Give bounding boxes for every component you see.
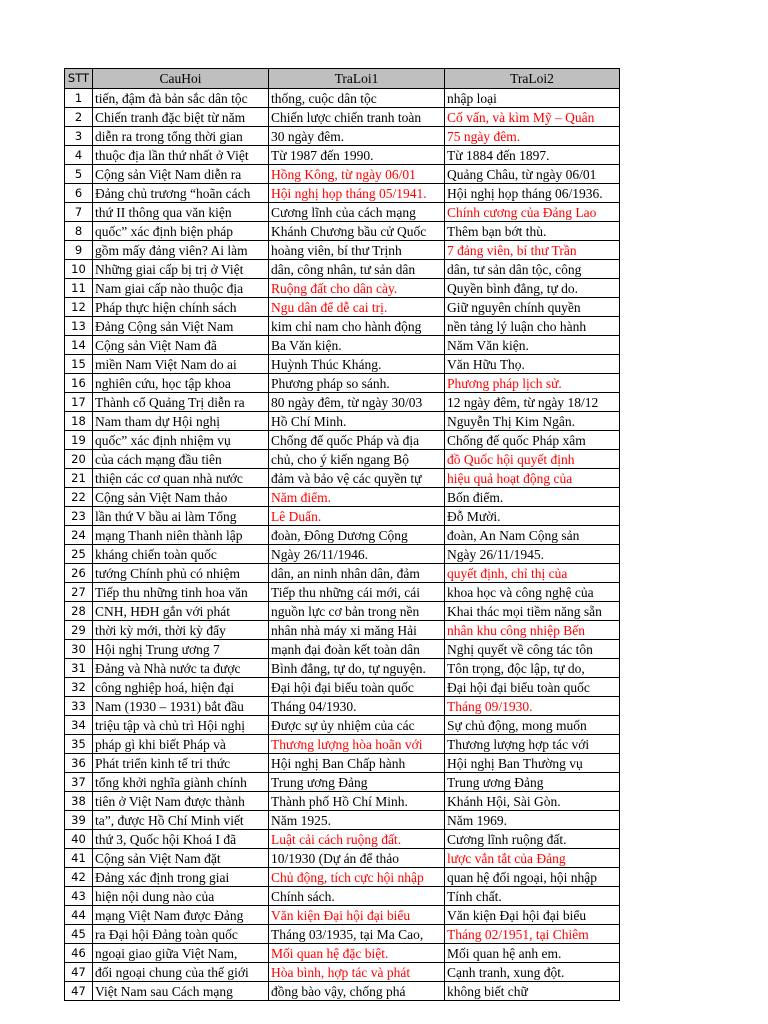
header-traloi2[interactable]: TraLoi2 (445, 69, 620, 89)
answer1-cell[interactable]: Trung ương Đảng (269, 773, 445, 792)
row-number-cell[interactable]: 11 (65, 279, 93, 298)
question-cell[interactable]: Phát triển kinh tế tri thức (93, 754, 269, 773)
table-row (65, 374, 620, 393)
answer2-cell[interactable]: Thêm bạn bớt thù. (445, 222, 620, 241)
question-cell[interactable]: của cách mạng đầu tiên (93, 450, 269, 469)
table-row (65, 450, 620, 469)
question-cell[interactable]: đối ngoại chung của thế giới (93, 963, 269, 982)
table-row (65, 887, 620, 906)
question-cell[interactable]: tiến, đậm đà bản sắc dân tộc (93, 89, 269, 108)
table-row (65, 488, 620, 507)
question-cell[interactable]: mạng Việt Nam được Đảng (93, 906, 269, 925)
answer2-cell[interactable]: hiệu quả hoạt động của (445, 469, 620, 488)
row-number-cell[interactable]: 23 (65, 507, 93, 526)
answer1-cell[interactable]: Văn kiện Đại hội đại biểu (269, 906, 445, 925)
row-number-cell[interactable]: 37 (65, 773, 93, 792)
question-cell[interactable]: quốc” xác định biện pháp (93, 222, 269, 241)
question-cell[interactable]: Những giai cấp bị trị ở Việt (93, 260, 269, 279)
answer1-cell[interactable]: 10/1930 (Dự án để thảo (269, 849, 445, 868)
table-row (65, 602, 620, 621)
question-cell[interactable]: thiện các cơ quan nhà nước (93, 469, 269, 488)
table-row (65, 849, 620, 868)
table-row (65, 621, 620, 640)
row-number-cell[interactable]: 25 (65, 545, 93, 564)
question-cell[interactable]: tổng khởi nghĩa giành chính (93, 773, 269, 792)
row-number-cell[interactable]: 13 (65, 317, 93, 336)
answer1-cell[interactable]: chủ, cho ý kiến ngang Bộ (269, 450, 445, 469)
question-cell[interactable]: hiện nội dung nào của (93, 887, 269, 906)
row-number-cell[interactable]: 20 (65, 450, 93, 469)
row-number-cell[interactable]: 39 (65, 811, 93, 830)
answer1-cell[interactable]: Đại hội đại biểu toàn quốc (269, 678, 445, 697)
answer1-cell[interactable]: kim chỉ nam cho hành động (269, 317, 445, 336)
row-number-cell[interactable]: 41 (65, 849, 93, 868)
question-cell[interactable]: CNH, HĐH gắn với phát (93, 602, 269, 621)
answer1-cell[interactable]: Hòa bình, hợp tác và phát (269, 963, 445, 982)
row-number-cell[interactable]: 8 (65, 222, 93, 241)
row-number-cell[interactable]: 5 (65, 165, 93, 184)
question-cell[interactable]: tướng Chính phủ có nhiệm (93, 564, 269, 583)
row-number-cell[interactable]: 22 (65, 488, 93, 507)
table-row (65, 735, 620, 754)
answer2-cell[interactable]: Cố vấn, và kìm Mỹ – Quân (445, 108, 620, 127)
answer2-cell[interactable]: Năm Văn kiện. (445, 336, 620, 355)
question-cell[interactable]: ta”, được Hồ Chí Minh viết (93, 811, 269, 830)
answer1-cell[interactable]: mạnh đại đoàn kết toàn dân (269, 640, 445, 659)
question-cell[interactable]: kháng chiến toàn quốc (93, 545, 269, 564)
answer1-cell[interactable]: hoàng viên, bí thư Trịnh (269, 241, 445, 260)
answer1-cell[interactable]: dân, an ninh nhân dân, đảm (269, 564, 445, 583)
table-row (65, 393, 620, 412)
row-number-cell[interactable]: 28 (65, 602, 93, 621)
answer1-cell[interactable]: Hội nghị họp tháng 05/1941. (269, 184, 445, 203)
question-cell[interactable]: miền Nam Việt Nam do ai (93, 355, 269, 374)
answer1-cell[interactable]: đoàn, Đông Dương Cộng (269, 526, 445, 545)
table-row (65, 203, 620, 222)
table-row (65, 279, 620, 298)
table-row (65, 146, 620, 165)
table-row (65, 526, 620, 545)
answer1-cell[interactable]: Cương lĩnh của cách mạng (269, 203, 445, 222)
question-cell[interactable]: Cộng sản Việt Nam đặt (93, 849, 269, 868)
question-cell[interactable]: thứ 3, Quốc hội Khoá I đã (93, 830, 269, 849)
table-row (65, 545, 620, 564)
answer2-cell[interactable]: Quảng Châu, từ ngày 06/01 (445, 165, 620, 184)
table-row (65, 868, 620, 887)
row-number-cell[interactable]: 19 (65, 431, 93, 450)
table-row (65, 184, 620, 203)
answer1-cell[interactable]: dân, công nhân, tư sản dân (269, 260, 445, 279)
table-row (65, 241, 620, 260)
question-cell[interactable]: diễn ra trong tổng thời gian (93, 127, 269, 146)
row-number-cell[interactable]: 2 (65, 108, 93, 127)
answer1-cell[interactable]: Thương lượng hòa hoãn với (269, 735, 445, 754)
question-cell[interactable]: Đảng xác định trong giai (93, 868, 269, 887)
question-cell[interactable]: ngoại giao giữa Việt Nam, (93, 944, 269, 963)
row-number-cell[interactable]: 12 (65, 298, 93, 317)
question-cell[interactable]: Đảng chủ trương “hoãn cách (93, 184, 269, 203)
row-number-cell[interactable]: 14 (65, 336, 93, 355)
answer2-cell[interactable]: Năm 1969. (445, 811, 620, 830)
answer2-cell[interactable]: Quyền bình đẳng, tự do. (445, 279, 620, 298)
answer1-cell[interactable]: Huỳnh Thúc Kháng. (269, 355, 445, 374)
answer1-cell[interactable]: Năm 1925. (269, 811, 445, 830)
answer2-cell[interactable]: Văn kiện Đại hội đại biểu (445, 906, 620, 925)
answer2-cell[interactable]: lược vắn tắt của Đảng (445, 849, 620, 868)
question-cell[interactable]: Cộng sản Việt Nam diễn ra (93, 165, 269, 184)
answer2-cell[interactable]: Hội nghị Ban Thường vụ (445, 754, 620, 773)
question-cell[interactable]: tiên ở Việt Nam được thành (93, 792, 269, 811)
table-row (65, 906, 620, 925)
table-row (65, 412, 620, 431)
answer1-cell[interactable]: Luật cải cách ruộng đất. (269, 830, 445, 849)
table-row (65, 583, 620, 602)
row-number-cell[interactable]: 35 (65, 735, 93, 754)
table-row (65, 963, 620, 982)
row-number-cell[interactable]: 21 (65, 469, 93, 488)
table-row (65, 165, 620, 184)
answer1-cell[interactable]: đảm và bảo vệ các quyền tự (269, 469, 445, 488)
answer1-cell[interactable]: Ruộng đất cho dân cày. (269, 279, 445, 298)
answer2-cell[interactable]: Hội nghị họp tháng 06/1936. (445, 184, 620, 203)
answer1-cell[interactable]: nguồn lực cơ bản trong nền (269, 602, 445, 621)
answer2-cell[interactable]: Bốn điểm. (445, 488, 620, 507)
question-cell[interactable]: ra Đại hội Đảng toàn quốc (93, 925, 269, 944)
table-row (65, 716, 620, 735)
answer2-cell[interactable]: Đại hội đại biểu toàn quốc (445, 678, 620, 697)
table-row (65, 127, 620, 146)
question-cell[interactable]: Tiếp thu những tinh hoa văn (93, 583, 269, 602)
answer2-cell[interactable]: Cương lĩnh ruộng đất. (445, 830, 620, 849)
answer2-cell[interactable]: Chống đế quốc Pháp xâm (445, 431, 620, 450)
table-row (65, 697, 620, 716)
row-number-cell[interactable]: 34 (65, 716, 93, 735)
question-cell[interactable]: Đảng Cộng sản Việt Nam (93, 317, 269, 336)
row-number-cell[interactable]: 4 (65, 146, 93, 165)
answer2-cell[interactable]: Tính chất. (445, 887, 620, 906)
answer2-cell[interactable]: đồ Quốc hội quyết định (445, 450, 620, 469)
table-row (65, 108, 620, 127)
table-row (65, 298, 620, 317)
question-cell[interactable]: Pháp thực hiện chính sách (93, 298, 269, 317)
answer1-cell[interactable]: Tháng 04/1930. (269, 697, 445, 716)
question-cell[interactable]: triệu tập và chủ trì Hội nghị (93, 716, 269, 735)
table-row (65, 507, 620, 526)
answer1-cell[interactable]: Năm điểm. (269, 488, 445, 507)
table-row (65, 355, 620, 374)
row-number-cell[interactable]: 7 (65, 203, 93, 222)
question-cell[interactable]: công nghiệp hoá, hiện đại (93, 678, 269, 697)
question-cell[interactable]: Thành cổ Quảng Trị diễn ra (93, 393, 269, 412)
spreadsheet-table (64, 68, 620, 1001)
answer1-cell[interactable]: Ngu dân để dễ cai trị. (269, 298, 445, 317)
row-number-cell[interactable]: 30 (65, 640, 93, 659)
table-row (65, 754, 620, 773)
row-number-cell[interactable]: 26 (65, 564, 93, 583)
answer1-cell[interactable]: Tiếp thu những cái mới, cái (269, 583, 445, 602)
answer2-cell[interactable]: Ngày 26/11/1945. (445, 545, 620, 564)
answer2-cell[interactable]: quan hệ đối ngoại, hội nhập (445, 868, 620, 887)
answer2-cell[interactable]: Trung ương Đảng (445, 773, 620, 792)
row-number-cell[interactable]: 27 (65, 583, 93, 602)
answer2-cell[interactable]: 12 ngày đêm, từ ngày 18/12 (445, 393, 620, 412)
question-cell[interactable]: lần thứ V bầu ai làm Tổng (93, 507, 269, 526)
table-row (65, 431, 620, 450)
table-row (65, 659, 620, 678)
table-row (65, 792, 620, 811)
answer2-cell[interactable]: không biết chữ (445, 982, 620, 1001)
row-number-cell[interactable]: 17 (65, 393, 93, 412)
table-row (65, 678, 620, 697)
answer2-cell[interactable]: Sự chủ động, mong muốn (445, 716, 620, 735)
row-number-cell[interactable]: 1 (65, 89, 93, 108)
header-row (65, 69, 620, 89)
table-row (65, 830, 620, 849)
table-row (65, 564, 620, 583)
question-cell[interactable]: Nam (1930 – 1931) bắt đầu (93, 697, 269, 716)
answer2-cell[interactable]: Đỗ Mười. (445, 507, 620, 526)
answer2-cell[interactable]: Mối quan hệ anh em. (445, 944, 620, 963)
answer2-cell[interactable]: khoa học và công nghệ của (445, 583, 620, 602)
answer2-cell[interactable]: Văn Hữu Thọ. (445, 355, 620, 374)
answer1-cell[interactable]: Hồng Kông, từ ngày 06/01 (269, 165, 445, 184)
answer2-cell[interactable]: nền tảng lý luận cho hành (445, 317, 620, 336)
question-cell[interactable]: gồm mấy đảng viên? Ai làm (93, 241, 269, 260)
answer1-cell[interactable]: thống, cuộc dân tộc (269, 89, 445, 108)
row-number-cell[interactable]: 6 (65, 184, 93, 203)
row-number-cell[interactable]: 33 (65, 697, 93, 716)
question-cell[interactable]: nghiên cứu, học tập khoa (93, 374, 269, 393)
table-row (65, 944, 620, 963)
table-row (65, 925, 620, 944)
answer1-cell[interactable]: Mối quan hệ đặc biệt. (269, 944, 445, 963)
answer1-cell[interactable]: Lê Duẩn. (269, 507, 445, 526)
question-cell[interactable]: thuộc địa lần thứ nhất ở Việt (93, 146, 269, 165)
row-number-cell[interactable]: 18 (65, 412, 93, 431)
row-number-cell[interactable]: 9 (65, 241, 93, 260)
answer1-cell[interactable]: Chính sách. (269, 887, 445, 906)
answer2-cell[interactable]: Nghị quyết về công tác tôn (445, 640, 620, 659)
answer2-cell[interactable]: Khai thác mọi tiềm năng sẵn (445, 602, 620, 621)
answer1-cell[interactable]: Phương pháp so sánh. (269, 374, 445, 393)
row-number-cell[interactable]: 31 (65, 659, 93, 678)
row-number-cell[interactable]: 24 (65, 526, 93, 545)
answer1-cell[interactable]: nhân nhà máy xi măng Hải (269, 621, 445, 640)
answer2-cell[interactable]: Phương pháp lịch sử. (445, 374, 620, 393)
table-row (65, 222, 620, 241)
table-row (65, 982, 620, 1001)
header-stt[interactable]: STT (65, 69, 93, 89)
answer1-cell[interactable]: 30 ngày đêm. (269, 127, 445, 146)
row-number-cell[interactable]: 32 (65, 678, 93, 697)
row-number-cell[interactable]: 15 (65, 355, 93, 374)
answer2-cell[interactable]: Khánh Hội, Sài Gòn. (445, 792, 620, 811)
answer2-cell[interactable]: Từ 1884 đến 1897. (445, 146, 620, 165)
row-number-cell[interactable]: 47 (65, 963, 93, 982)
question-cell[interactable]: Việt Nam sau Cách mạng (93, 982, 269, 1001)
answer1-cell[interactable]: Chống đế quốc Pháp và địa (269, 431, 445, 450)
question-cell[interactable]: Cộng sản Việt Nam đã (93, 336, 269, 355)
answer1-cell[interactable]: Chiến lược chiến tranh toàn (269, 108, 445, 127)
row-number-cell[interactable]: 36 (65, 754, 93, 773)
row-number-cell[interactable]: 10 (65, 260, 93, 279)
answer1-cell[interactable]: Tháng 03/1935, tại Ma Cao, (269, 925, 445, 944)
answer2-cell[interactable]: dân, tư sản dân tộc, công (445, 260, 620, 279)
question-cell[interactable]: Đảng và Nhà nước ta được (93, 659, 269, 678)
question-cell[interactable]: Nam tham dự Hội nghị (93, 412, 269, 431)
row-number-cell[interactable]: 47 (65, 982, 93, 1001)
answer2-cell[interactable]: Tôn trọng, độc lập, tự do, (445, 659, 620, 678)
table-row (65, 260, 620, 279)
question-cell[interactable]: quốc” xác định nhiệm vụ (93, 431, 269, 450)
question-cell[interactable]: Nam giai cấp nào thuộc địa (93, 279, 269, 298)
answer1-cell[interactable]: Từ 1987 đến 1990. (269, 146, 445, 165)
row-number-cell[interactable]: 43 (65, 887, 93, 906)
row-number-cell[interactable]: 40 (65, 830, 93, 849)
row-number-cell[interactable]: 38 (65, 792, 93, 811)
answer2-cell[interactable]: nhập loại (445, 89, 620, 108)
answer2-cell[interactable]: nhân khu công nhiệp Bến (445, 621, 620, 640)
table-row (65, 317, 620, 336)
question-cell[interactable]: Cộng sản Việt Nam thảo (93, 488, 269, 507)
answer1-cell[interactable]: Ngày 26/11/1946. (269, 545, 445, 564)
question-cell[interactable]: thứ II thông qua văn kiện (93, 203, 269, 222)
row-number-cell[interactable]: 42 (65, 868, 93, 887)
question-cell[interactable]: Chiến tranh đặc biệt từ năm (93, 108, 269, 127)
question-cell[interactable]: thời kỳ mới, thời kỳ đẩy (93, 621, 269, 640)
answer2-cell[interactable]: Giữ nguyên chính quyền (445, 298, 620, 317)
answer1-cell[interactable]: 80 ngày đêm, từ ngày 30/03 (269, 393, 445, 412)
table-row (65, 469, 620, 488)
question-cell[interactable]: Hội nghị Trung ương 7 (93, 640, 269, 659)
row-number-cell[interactable]: 44 (65, 906, 93, 925)
answer1-cell[interactable]: Thành phố Hồ Chí Minh. (269, 792, 445, 811)
question-cell[interactable]: mạng Thanh niên thành lập (93, 526, 269, 545)
table-body (65, 89, 620, 1001)
answer1-cell[interactable]: Được sự ủy nhiệm của các (269, 716, 445, 735)
answer2-cell[interactable]: Tháng 02/1951, tại Chiêm (445, 925, 620, 944)
answer1-cell[interactable]: Hồ Chí Minh. (269, 412, 445, 431)
row-number-cell[interactable]: 3 (65, 127, 93, 146)
question-cell[interactable]: pháp gì khi biết Pháp và (93, 735, 269, 754)
answer1-cell[interactable]: đồng bào vậy, chống phá (269, 982, 445, 1001)
table-row (65, 773, 620, 792)
answer1-cell[interactable]: Chủ động, tích cực hội nhập (269, 868, 445, 887)
table-row (65, 811, 620, 830)
row-number-cell[interactable]: 45 (65, 925, 93, 944)
answer2-cell[interactable]: Nguyễn Thị Kim Ngân. (445, 412, 620, 431)
table-row (65, 640, 620, 659)
answer1-cell[interactable]: Bình đẳng, tự do, tự nguyện. (269, 659, 445, 678)
row-number-cell[interactable]: 16 (65, 374, 93, 393)
answer1-cell[interactable]: Khánh Chương bầu cử Quốc (269, 222, 445, 241)
answer1-cell[interactable]: Ba Văn kiện. (269, 336, 445, 355)
header-cauhoi[interactable]: CauHoi (93, 69, 269, 89)
answer2-cell[interactable]: Chính cương của Đảng Lao (445, 203, 620, 222)
answer2-cell[interactable]: 75 ngày đêm. (445, 127, 620, 146)
answer2-cell[interactable]: đoàn, An Nam Cộng sản (445, 526, 620, 545)
answer2-cell[interactable]: Cạnh tranh, xung đột. (445, 963, 620, 982)
table-row (65, 336, 620, 355)
answer2-cell[interactable]: Thương lượng hợp tác với (445, 735, 620, 754)
answer2-cell[interactable]: Tháng 09/1930. (445, 697, 620, 716)
table-row (65, 89, 620, 108)
row-number-cell[interactable]: 29 (65, 621, 93, 640)
header-traloi1[interactable]: TraLoi1 (269, 69, 445, 89)
row-number-cell[interactable]: 46 (65, 944, 93, 963)
answer1-cell[interactable]: Hội nghị Ban Chấp hành (269, 754, 445, 773)
answer2-cell[interactable]: quyết định, chỉ thị của (445, 564, 620, 583)
answer2-cell[interactable]: 7 đảng viên, bí thư Trần (445, 241, 620, 260)
